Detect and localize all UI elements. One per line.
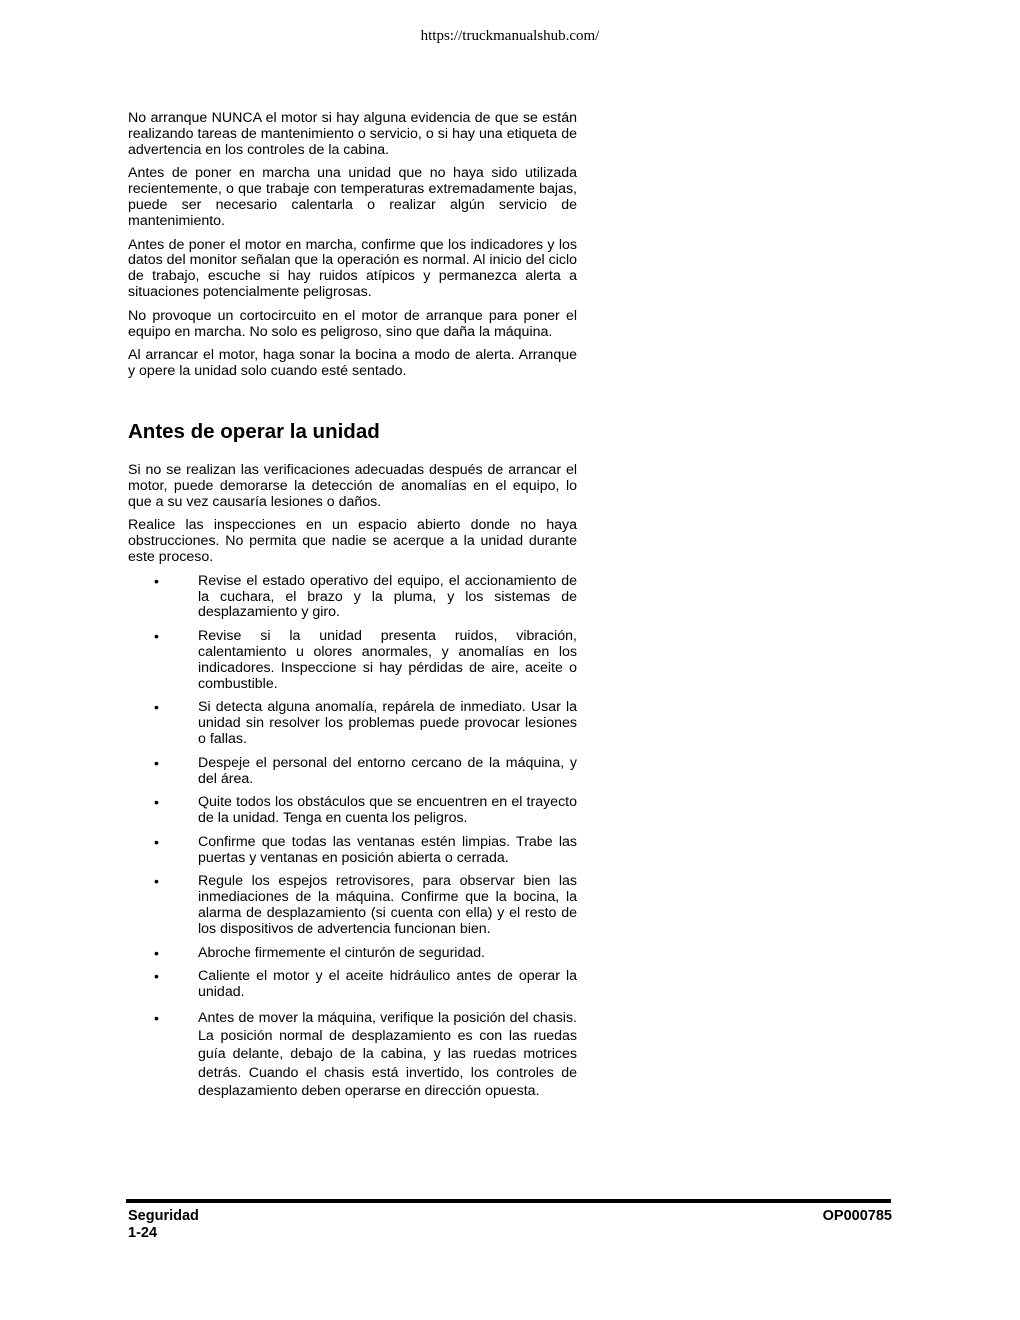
checklist-item-text: Revise el estado operativo del equipo, el accionamiento de la cuchara, el brazo y la pluma, y los sistemas de desplazamiento y giro.: [198, 572, 577, 621]
intro-paragraph: Al arrancar el motor, haga sonar la bocina a modo de alerta. Arranque y opere la unidad solo cuando esté sentado.: [128, 347, 577, 380]
checklist-item: [128, 756, 577, 788]
checklist-item: [128, 574, 577, 621]
checklist-item: [128, 1009, 577, 1100]
checklist-item-text: Antes de mover la máquina, verifique la posición del chasis. La posición normal de desplazamiento es con las ruedas guía delante, debajo de la cabina, y las ruedas motrices detrás. Cuando el chasis está invertido, los controles de desplazamiento deben operarse en dirección opuesta.: [198, 1010, 577, 1099]
section-paragraph: Realice las inspecciones en un espacio abierto donde no haya obstrucciones. No permita que nadie se acerque a la unidad durante este proceso.: [128, 517, 577, 565]
checklist: [128, 574, 577, 1100]
bullet-icon: •: [154, 833, 159, 850]
checklist-item: [128, 874, 577, 937]
section-title: Antes de operar la unidad: [128, 419, 380, 443]
footer-doc-code: OP000785: [822, 1208, 892, 1224]
checklist-item: [128, 835, 577, 867]
footer-section-name: Seguridad: [128, 1208, 199, 1224]
checklist-item: [128, 795, 577, 827]
checklist-item-text: Si detecta alguna anomalía, repárela de inmediato. Usar la unidad sin resolver los problemas puede provocar lesiones o fallas.: [198, 699, 577, 747]
checklist-item-text: Despeje el personal del entorno cercano de la máquina, y del área.: [198, 754, 577, 787]
checklist-item-text: Revise si la unidad presenta ruidos, vibración, calentamiento u olores anormales, y anomalías en los indicadores. Inspeccione si hay pérdidas de aire, aceite o combustible.: [198, 628, 577, 692]
page-content: [128, 111, 577, 1108]
checklist-item: [128, 969, 577, 1001]
footer-left: [128, 1208, 199, 1242]
bullet-icon: •: [154, 794, 159, 811]
bullet-icon: •: [154, 572, 159, 589]
checklist-item-text: Abroche firmemente el cinturón de seguridad.: [198, 944, 486, 961]
checklist-item-text: Regule los espejos retrovisores, para observar bien las inmediaciones de la máquina. Confirme que la bocina, la alarma de desplazamiento (si cuenta con ella) y el resto de los dispositivos de advertencia funcionan bien.: [198, 873, 577, 937]
checklist-item: [128, 946, 577, 962]
intro-paragraph: Antes de poner el motor en marcha, confirme que los indicadores y los datos del monitor señalan que la operación es normal. Al inicio del ciclo de trabajo, escuche si hay ruidos atípicos y permanezca alerta a situaciones potencialmente peligrosas.: [128, 236, 577, 300]
bullet-icon: •: [154, 628, 159, 645]
checklist-item-text: Confirme que todas las ventanas estén limpias. Trabe las puertas y ventanas en posición abierta o cerrada.: [198, 833, 577, 866]
header-url: https://truckmanualshub.com/: [420, 28, 600, 44]
bullet-icon: •: [154, 873, 159, 890]
bullet-icon: •: [154, 968, 159, 985]
bullet-icon: •: [154, 699, 159, 716]
bullet-icon: •: [154, 1010, 159, 1027]
bullet-icon: •: [154, 944, 159, 961]
section-paragraph: Si no se realizan las verificaciones adecuadas después de arrancar el motor, puede demorarse la detección de anomalías en el equipo, lo que a su vez causaría lesiones o daños.: [128, 461, 577, 510]
footer-page-number: 1-24: [128, 1225, 158, 1241]
checklist-item-text: Caliente el motor y el aceite hidráulico antes de operar la unidad.: [198, 968, 577, 1001]
intro-paragraph: No arranque NUNCA el motor si hay alguna evidencia de que se están realizando tareas de mantenimiento o servicio, o si hay una etiqueta de advertencia en los controles de la cabina.: [128, 110, 577, 158]
footer-divider: [126, 1199, 891, 1203]
checklist-item: [128, 629, 577, 692]
intro-paragraph: Antes de poner en marcha una unidad que no haya sido utilizada recientemente, o que trabaje con temperaturas extremadamente bajas, puede ser necesario calentarla o realizar algún servicio de mantenimiento.: [128, 165, 577, 229]
bullet-icon: •: [154, 754, 159, 771]
checklist-item: [128, 700, 577, 747]
checklist-item-text: Quite todos los obstáculos que se encuentren en el trayecto de la unidad. Tenga en cuenta los peligros.: [198, 794, 577, 827]
intro-paragraph: No provoque un cortocircuito en el motor de arranque para poner el equipo en marcha. No solo es peligroso, sino que daña la máquina.: [128, 307, 577, 340]
